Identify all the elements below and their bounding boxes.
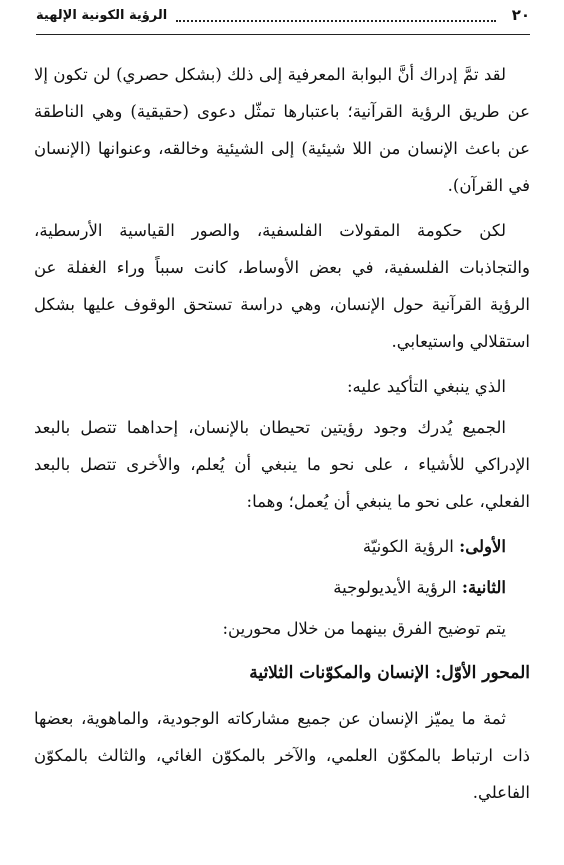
paragraph-2: لكن حكومة المقولات الفلسفية، والصور القياسية الأرسطية، والتجاذبات الفلسفية، في بعض الأوساط، كانت سبباً وراء الغفلة عن الرؤية القرآنية حول الإنسان، وهي دراسة تستحق الوقوف عليها بشكل استقلالي واستيعابي. xyxy=(34,221,530,351)
page-number: ٢٠ xyxy=(511,6,530,24)
paragraph-6: ثمة ما يميّز الإنسان عن جميع مشاركاته الوجودية، والماهوية، بعضها ذات ارتباط بالمكوّن العلمي، والآخر بالمكوّن الغائي، والثالث بالمكوّن الفاعلي. xyxy=(34,709,530,802)
header-rule xyxy=(36,34,530,35)
page-body xyxy=(34,56,530,819)
paragraph-1: لقد تمَّ إدراك أنَّ البوابة المعرفية إلى ذلك (بشكل حصري) لن تكون إلا عن طريق الرؤية القرآنية؛ باعتبارها تمثّل دعوى (حقيقية) وهي الناطقة عن باعث الإنسان من اللا شيئية) إلى الشيئية وخالقه، وعنوانها (الإنسان في القرآن). xyxy=(34,65,530,195)
second-value: الرؤية الأيديولوجية xyxy=(333,578,457,597)
second-label: الثانية: xyxy=(461,578,506,597)
list-item-first xyxy=(34,528,530,565)
paragraph-3: الذي ينبغي التأكيد عليه: xyxy=(347,377,506,396)
header-dotted-leader xyxy=(176,20,496,22)
first-value: الرؤية الكونيّة xyxy=(362,537,454,556)
running-title: الرؤية الكونية الإلهية xyxy=(36,8,168,23)
list-item-second xyxy=(34,569,530,606)
first-label: الأولى: xyxy=(459,537,506,556)
paragraph-4: الجميع يُدرك وجود رؤيتين تحيطان بالإنسان، إحداهما تتصل بالبعد الإدراكي للأشياء ، على نحو ما ينبغي أن يُعلم، والأخرى تتصل بالبعد الفعلي، على نحو ما ينبغي أن يُعمل؛ وهما: xyxy=(34,418,530,511)
page-header xyxy=(36,6,530,30)
paragraph-5: يتم توضيح الفرق بينهما من خلال محورين: xyxy=(222,619,506,638)
section-heading: المحور الأوّل: الإنسان والمكوّنات الثلاثية xyxy=(249,663,530,683)
